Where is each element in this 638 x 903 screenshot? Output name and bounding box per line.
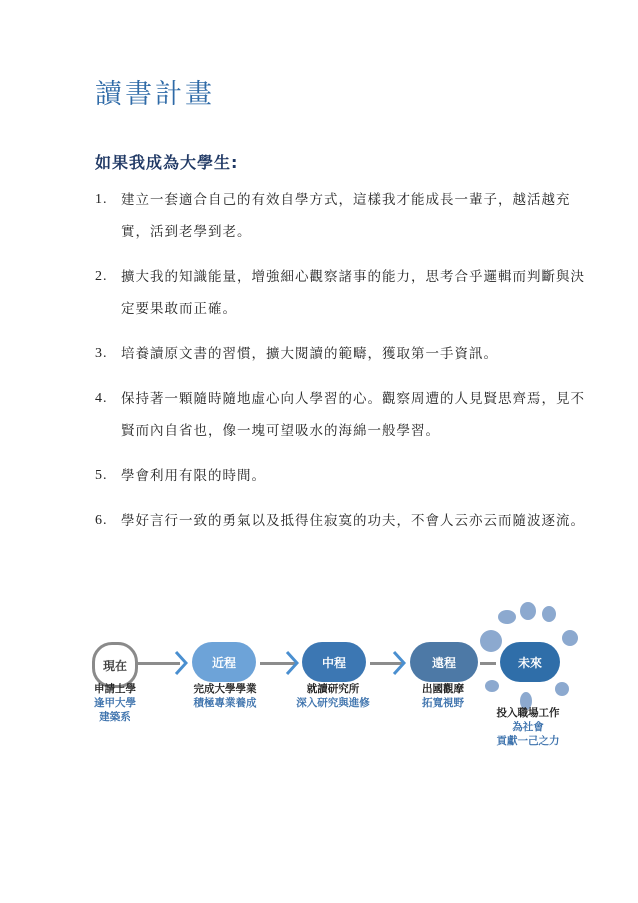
stage-title: 申請上學	[94, 683, 136, 695]
plan-list	[95, 184, 585, 550]
stage-title: 出國觀摩	[422, 683, 464, 695]
stage-near	[180, 682, 270, 710]
list-item	[95, 505, 585, 537]
milestone-future: 未來	[500, 642, 560, 682]
item-text: 建立一套適合自己的有效自學方式，這樣我才能成長一輩子，越活越充實，活到老學到老。	[121, 192, 571, 240]
paint-splash	[480, 630, 502, 652]
item-number: 6.	[95, 513, 108, 528]
chevron-right-icon	[174, 650, 188, 676]
chevron-right-icon	[285, 650, 299, 676]
item-number: 3.	[95, 346, 108, 361]
item-number: 1.	[95, 192, 108, 207]
item-text: 學會利用有限的時間。	[121, 468, 266, 484]
stage-detail: 拓寬視野	[422, 697, 464, 709]
stage-future	[480, 706, 576, 748]
milestone-mid: 中程	[302, 642, 366, 682]
stage-now	[80, 682, 150, 724]
paint-splash	[498, 610, 516, 624]
stage-detail: 建築系	[99, 711, 131, 723]
paint-splash	[520, 602, 536, 620]
stage-detail: 逢甲大學	[94, 697, 136, 709]
stage-title: 投入職場工作	[496, 707, 560, 719]
item-text: 培養讀原文書的習慣，擴大閱讀的範疇，獲取第一手資訊。	[121, 346, 498, 362]
item-number: 5.	[95, 468, 108, 483]
connector-line	[480, 662, 496, 665]
item-text: 擴大我的知識能量，增強細心觀察諸事的能力，思考合乎邏輯而判斷與決定要果敢而正確。	[121, 269, 585, 317]
paint-splash	[555, 682, 569, 696]
milestone-far: 遠程	[410, 642, 478, 682]
stage-detail: 積極專業養成	[193, 697, 257, 709]
list-item	[95, 184, 585, 248]
section-heading: 如果我成為大學生:	[95, 153, 239, 172]
milestone-near: 近程	[192, 642, 256, 682]
item-number: 2.	[95, 269, 108, 284]
list-item	[95, 261, 585, 325]
list-item	[95, 460, 585, 492]
stage-mid	[284, 682, 382, 710]
stage-title: 就讀研究所	[306, 683, 360, 695]
item-text: 學好言行一致的勇氣以及抵得住寂寞的功夫，不會人云亦云而隨波逐流。	[121, 513, 585, 529]
stage-detail: 貢獻一己之力	[496, 735, 560, 747]
item-number: 4.	[95, 391, 108, 406]
list-item	[95, 338, 585, 370]
milestone-now: 現在	[92, 642, 138, 688]
stage-far	[400, 682, 486, 710]
page-title: 讀書計畫	[95, 79, 215, 110]
chevron-right-icon	[392, 650, 406, 676]
paint-splash	[485, 680, 499, 692]
item-text: 保持著一顆隨時隨地虛心向人學習的心。觀察周遭的人見賢思齊焉，見不賢而內自省也，像一塊可望吸水的海綿一般學習。	[121, 391, 585, 439]
stage-detail: 深入研究與進修	[296, 697, 370, 709]
list-item	[95, 383, 585, 447]
paint-splash	[542, 606, 556, 622]
stage-detail: 為社會	[512, 721, 544, 733]
roadmap-diagram	[80, 600, 580, 760]
paint-splash	[562, 630, 578, 646]
stage-title: 完成大學學業	[193, 683, 257, 695]
